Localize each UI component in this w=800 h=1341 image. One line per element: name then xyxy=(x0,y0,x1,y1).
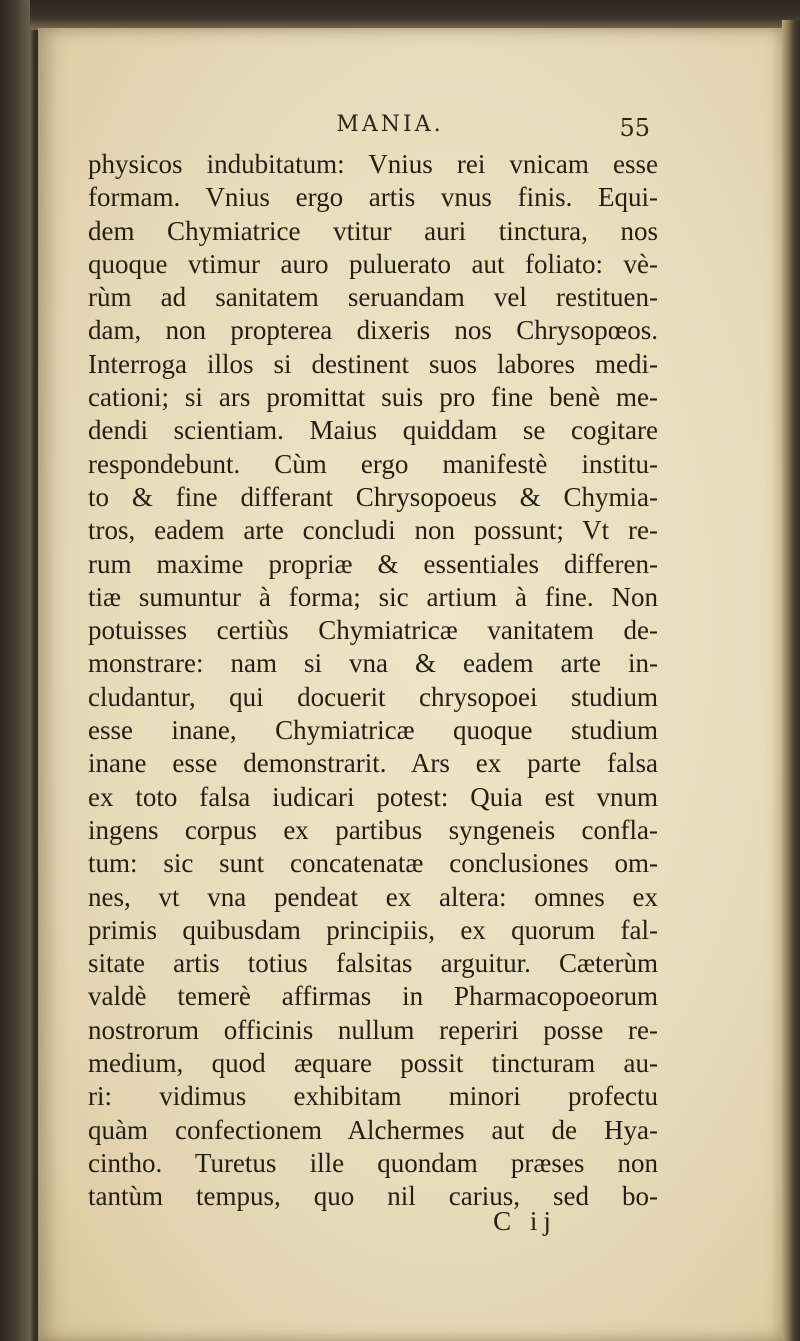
text-line: tantùm tempus, quo nil carius, sed bo- xyxy=(88,1181,658,1212)
text-line: medium, quod æquare possit tincturam au- xyxy=(88,1048,658,1079)
book-top-edge xyxy=(30,0,800,30)
text-line: tum: sic sunt concatenatæ conclusiones om- xyxy=(88,848,658,879)
text-line: dendi scientiam. Maius quiddam se cogitare xyxy=(88,415,658,446)
text-line: ex toto falsa iudicari potest: Quia est vnum xyxy=(88,781,658,812)
text-line: inane esse demonstrarit. Ars ex parte falsa xyxy=(88,748,658,779)
text-line: rum maxime propriæ & essentiales differen- xyxy=(88,548,658,579)
text-line: to & fine differant Chrysopoeus & Chymia- xyxy=(88,481,658,512)
text-line: tros, eadem arte concludi non possunt; Vt re- xyxy=(88,515,658,546)
text-line: primis quibusdam principiis, ex quorum fal- xyxy=(88,914,658,945)
text-line: formam. Vnius ergo artis vnus finis. Equi- xyxy=(88,182,658,213)
text-line: physicos indubitatum: Vnius rei vnicam esse xyxy=(88,149,658,179)
body-text xyxy=(88,148,658,1214)
text-line: monstrare: nam si vna & eadem arte in- xyxy=(88,648,658,679)
signature-mark: C ij xyxy=(493,1206,557,1236)
page-fore-edge xyxy=(782,20,800,1341)
text-line: respondebunt. Cùm ergo manifestè institu- xyxy=(88,448,658,479)
text-line: nes, vt vna pendeat ex altera: omnes ex xyxy=(88,881,658,912)
text-line: quàm confectionem Alchermes aut de Hya- xyxy=(88,1114,658,1145)
text-line: tiæ sumuntur à forma; sic artium à fine. Non xyxy=(88,581,658,612)
text-line: cludantur, qui docuerit chrysopoei studium xyxy=(88,681,658,712)
text-line: esse inane, Chymiatricæ quoque studium xyxy=(88,715,658,746)
text-line: dam, non propterea dixeris nos Chrysopœos. xyxy=(88,315,658,346)
text-line: cationi; si ars promittat suis pro fine benè me- xyxy=(88,382,658,413)
text-line: quoque vtimur auro puluerato aut foliato: vè- xyxy=(88,248,658,279)
page-number: 55 xyxy=(619,114,650,142)
text-line: Interroga illos si destinent suos labores medi- xyxy=(88,348,658,379)
text-line: rùm ad sanitatem seruandam vel restituen- xyxy=(88,282,658,313)
text-line: sitate artis totius falsitas arguitur. Cæterùm xyxy=(88,948,658,979)
running-head: MANIA. xyxy=(336,112,444,137)
text-line: dem Chymiatrice vtitur auri tinctura, nos xyxy=(88,215,658,246)
text-line: potuisses certiùs Chymiatricæ vanitatem de- xyxy=(88,615,658,646)
text-line: ingens corpus ex partibus syngeneis confla- xyxy=(88,814,658,845)
text-line: ri: vidimus exhibitam minori profectu xyxy=(88,1081,658,1112)
text-line: nostrorum officinis nullum reperiri posse re- xyxy=(88,1014,658,1045)
text-line: valdè temerè affirmas in Pharmacopoeorum xyxy=(88,981,658,1012)
text-line: cintho. Turetus ille quondam præses non xyxy=(88,1147,658,1178)
